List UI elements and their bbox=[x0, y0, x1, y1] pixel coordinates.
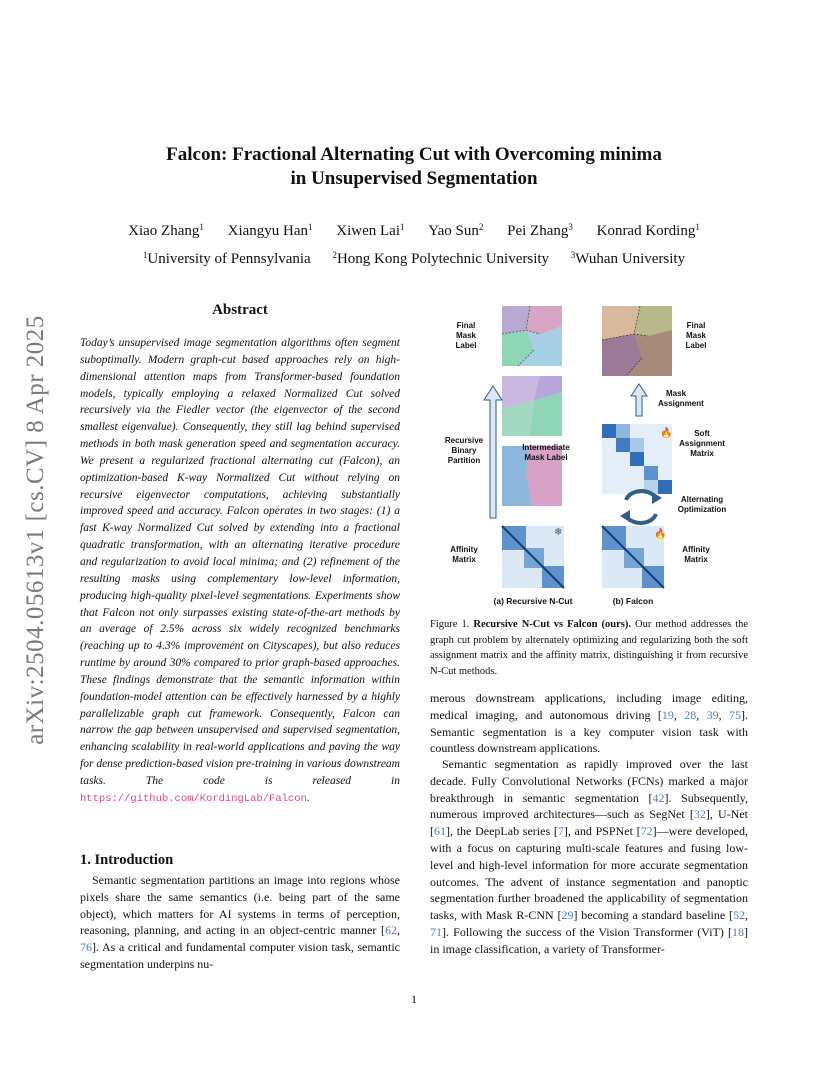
affiliation: $^1$University of Pennsylvania bbox=[142, 250, 311, 267]
author: Pei Zhang$^3$ bbox=[507, 222, 573, 239]
final-mask-image-right bbox=[602, 306, 672, 376]
fire-icon: 🔥 bbox=[660, 428, 673, 439]
page-number: 1 bbox=[411, 992, 417, 1006]
figure-caption: Figure 1. Recursive N-Cut vs Falcon (ours). Our method addresses the graph cut problem by alternately optimizing and regularizing both the soft assignment matrix and the affinity matrix, distinguishing it from recursive N-Cut methods. bbox=[430, 619, 749, 677]
intermediate-mask-images bbox=[502, 376, 562, 506]
author: Xiwen Lai$^1$ bbox=[336, 222, 405, 239]
fire-icon: 🔥 bbox=[654, 529, 667, 540]
figure-label: Recursive bbox=[444, 436, 484, 445]
figure-label: Final bbox=[456, 321, 476, 330]
citation[interactable]: 29 bbox=[561, 908, 574, 923]
subfigure-b-label: (b) Falcon bbox=[612, 596, 654, 606]
author: Xiangyu Han$^1$ bbox=[227, 222, 313, 239]
figure-label: Affinity bbox=[682, 545, 710, 554]
figure-label: Optimization bbox=[677, 505, 727, 514]
citation[interactable]: 7 bbox=[557, 824, 564, 839]
affiliation: $^3$Wuhan University bbox=[570, 250, 686, 267]
mask-assignment-arrow bbox=[631, 384, 647, 416]
figure-label: Mask bbox=[685, 331, 707, 340]
figure-label: Affinity bbox=[450, 545, 478, 554]
figure-label: Assignment bbox=[658, 399, 704, 408]
figure-label: Intermediate bbox=[522, 443, 570, 452]
figure-label: Label bbox=[685, 341, 707, 350]
final-mask-image-left bbox=[502, 306, 562, 366]
citation[interactable]: 61 bbox=[434, 824, 446, 839]
affiliation-list bbox=[80, 246, 748, 268]
figure-label: Matrix bbox=[684, 555, 708, 564]
citation[interactable]: 18 bbox=[732, 924, 744, 939]
citation[interactable]: 52 bbox=[733, 908, 745, 923]
figure-label: Label bbox=[455, 341, 477, 350]
paper-title: Falcon: Fractional Alternating Cut with Overcoming minima in Unsupervised Segmentation bbox=[166, 144, 662, 189]
author: Konrad Kording$^1$ bbox=[596, 222, 700, 239]
citation[interactable]: 19 bbox=[661, 707, 674, 722]
code-link[interactable]: https://github.com/KordingLab/Falcon bbox=[80, 792, 307, 805]
citation[interactable]: 71 bbox=[430, 924, 442, 939]
figure-label: Mask Label bbox=[524, 453, 568, 462]
figure-label: Mask bbox=[666, 389, 687, 398]
author: Xiao Zhang$^1$ bbox=[128, 222, 204, 239]
abstract-heading: Abstract bbox=[212, 302, 268, 318]
gear-icon: ❄ bbox=[554, 527, 563, 538]
section-heading: 1. Introduction bbox=[80, 852, 174, 868]
figure-label: Matrix bbox=[690, 449, 714, 458]
affiliation: $^2$Hong Kong Polytechnic University bbox=[332, 250, 550, 267]
figure-label: Alternating bbox=[680, 495, 724, 504]
figure-1 bbox=[430, 300, 748, 612]
subfigure-a-label: (a) Recursive N-Cut bbox=[493, 596, 573, 606]
citation[interactable]: 28 bbox=[684, 707, 697, 722]
intro-paragraph: Semantic segmentation partitions an image into regions whose pixels share the same semantics (i.e. being part of the same object), which matters for AI systems in terms of perception, reasoning, planning, and acting in an object-centric manner [62, 76]. As a critical and fundamental computer vision task, semantic segmentation underpins nu- bbox=[80, 873, 400, 971]
right-paragraph-2: Semantic segmentation as rapidly improved over the last decade. Fully Convolutional Networks (FCNs) marked a major breakthrough in semantic segmentation [42]. Subsequently, numerous improved architectures—such as SegNet [32], U-Net [61], the DeepLab series [7], and PSPNet [72]—were developed, with a focus on capturing multi-scale features and fusing low-level and high-level information for more accurate segmentation outcomes. The advent of instance segmentation and panoptic segmentation further broadened the applicability of segmentation tasks, with Mask R-CNN [29] becoming a standard baseline [52, 71]. Following the success of the Vision Transformer (ViT) [18] in image classification, a variety of Transformer- bbox=[430, 757, 748, 956]
citation[interactable]: 39 bbox=[706, 707, 719, 722]
citation[interactable]: 42 bbox=[652, 790, 665, 805]
figure-label: Matrix bbox=[452, 555, 476, 564]
figure-label: Soft bbox=[694, 429, 710, 438]
citation[interactable]: 62 bbox=[385, 923, 397, 938]
arxiv-identifier: arXiv:2504.05613v1 [cs.CV] 8 Apr 2025 bbox=[22, 315, 49, 745]
author-list bbox=[80, 218, 748, 240]
author: Yao Sun$^2$ bbox=[428, 222, 484, 239]
abstract-text: Today’s unsupervised image segmentation algorithms often segment suboptimally. Modern graph-cut based approaches rely on high-dimensional attention maps from Transformer-based foundation models, typically employing a relaxed Normalized Cut solved recursively via the Fiedler vector (the eigenvector of the second smallest eigenvalue). Consequently, they still lag behind supervised methods in both mask generation speed and segmentation accuracy. We present a regularized fractional alternating cut (Falcon), an optimization-based K-way Normalized Cut without relying on recursive eigenvector computations, achieving substantially improved speed and accuracy. Falcon operates in two stages: (1) a fast K-way Normalized Cut solved by extending into a fractional quadratic transformation, with an alternating iterative procedure and regularization to avoid local minima; and (2) refinement of the resulting masks using complementary low-level information, producing high-quality pixel-level segmentations. Experiments show that Falcon not only surpasses existing state-of-the-art methods by an average of 2.5% across six widely recognized benchmarks (reaching up to 4.3% improvement on Cityscapes), but also reduces runtime by around 30% compared to prior graph-based approaches. These findings demonstrate that the semantic information within foundation-model attention can be effectively harnessed by a highly parallelizable graph cut framework. Consequently, Falcon can narrow the gap between unsupervised and supervised segmentation, enhancing scalability in real-world applications and paving the way for dense prediction-based vision pre-training in various downstream tasks. The code is released in https://github.com/KordingLab/Falcon. bbox=[80, 337, 400, 805]
figure-label: Final bbox=[686, 321, 706, 330]
figure-label: Mask bbox=[455, 331, 477, 340]
upward-arrow bbox=[484, 386, 502, 518]
citation[interactable]: 32 bbox=[693, 807, 706, 822]
citation[interactable]: 76 bbox=[80, 940, 92, 955]
figure-label: Assignment bbox=[679, 439, 725, 448]
citation[interactable]: 75 bbox=[729, 707, 742, 722]
figure-label: Binary bbox=[451, 446, 477, 455]
figure-label: Partition bbox=[447, 456, 481, 465]
right-paragraph-1: merous downstream applications, including image editing, medical imaging, and autonomous driving [19, 28, 39, 75]. Semantic segmentation is a key computer vision task with countless downstream applications. bbox=[430, 691, 749, 756]
alternating-optimization-icon bbox=[626, 491, 656, 523]
citation[interactable]: 72 bbox=[640, 824, 653, 839]
